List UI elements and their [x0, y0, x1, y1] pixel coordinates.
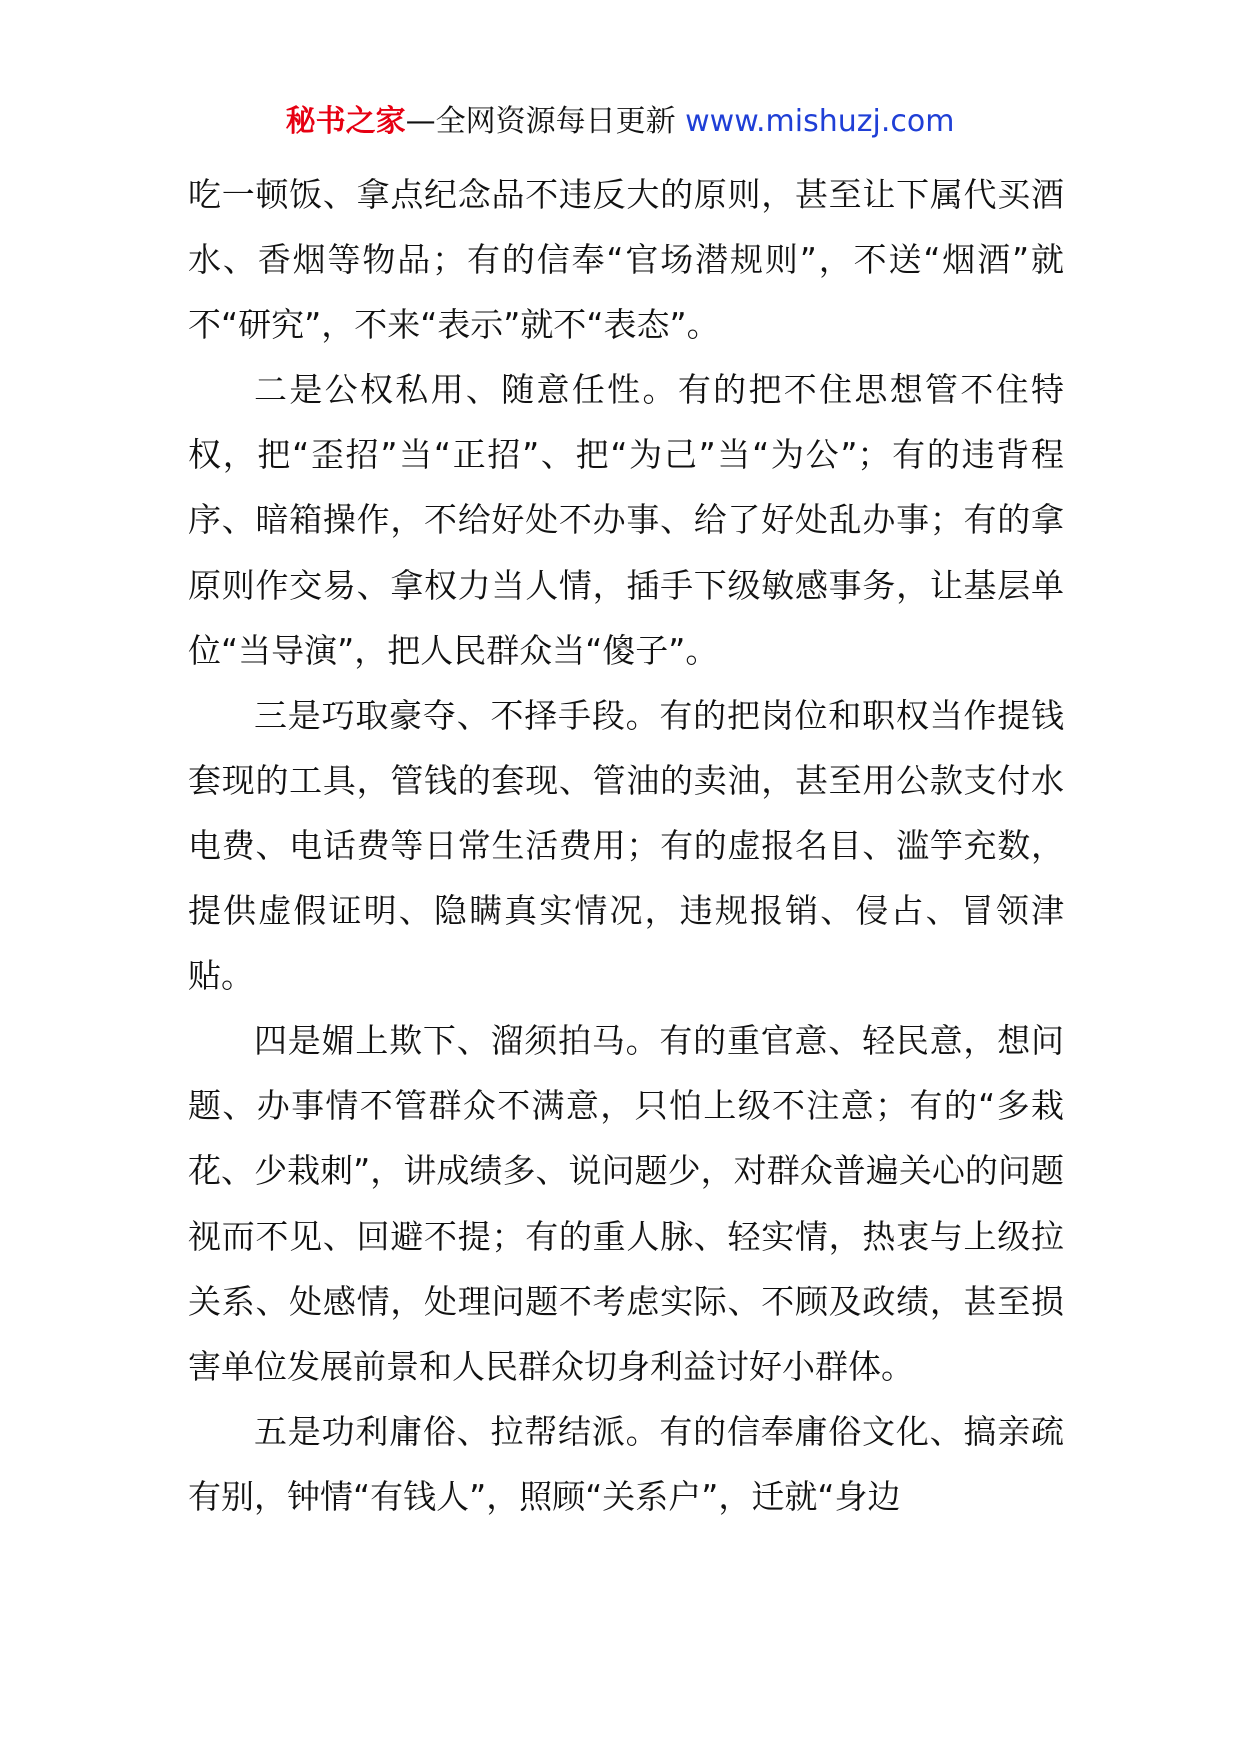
site-tagline: —全网资源每日更新 — [405, 104, 676, 139]
paragraph-point-four: 四是媚上欺下、溜须拍马。有的重官意、轻民意，想问题、办事情不管群众不满意，只怕上级不注意；有的“多栽花、少栽刺”，讲成绩多、说问题少，对群众普遍关心的问题视而不见、回避不提；有的重人脉、轻实情，热衷与上级拉关系、处感情，处理问题不考虑实际、不顾及政绩，甚至损害单位发展前景和人民群众切身利益讨好小群体。 — [188, 1021, 1064, 1386]
document-body — [188, 162, 1064, 1529]
paragraph-point-five: 五是功利庸俗、拉帮结派。有的信奉庸俗文化、搞亲疏有别，钟情“有钱人”，照顾“关系户”，迁就“身边 — [188, 1411, 1064, 1516]
site-header — [0, 100, 1240, 144]
site-url-link[interactable]: www.mishuzj.com — [685, 104, 955, 139]
paragraph-point-three: 三是巧取豪夺、不择手段。有的把岗位和职权当作提钱套现的工具，管钱的套现、管油的卖油，甚至用公款支付水电费、电话费等日常生活费用；有的虚报名目、滥竽充数，提供虚假证明、隐瞒真实情况，违规报销、侵占、冒领津贴。 — [188, 695, 1064, 996]
site-brand: 秘书之家 — [285, 104, 406, 139]
paragraph-point-two: 二是公权私用、随意任性。有的把不住思想管不住特权，把“歪招”当“正招”、把“为己”当“为公”；有的违背程序、暗箱操作，不给好处不办事、给了好处乱办事；有的拿原则作交易、拿权力当人情，插手下级敏感事务，让基层单位“当导演”，把人民群众当“傻子”。 — [188, 370, 1064, 670]
paragraph-continuation: 吃一顿饭、拿点纪念品不违反大的原则，甚至让下属代买酒水、香烟等物品；有的信奉“官场潜规则”，不送“烟酒”就不“研究”，不来“表示”就不“表态”。 — [188, 175, 1064, 345]
